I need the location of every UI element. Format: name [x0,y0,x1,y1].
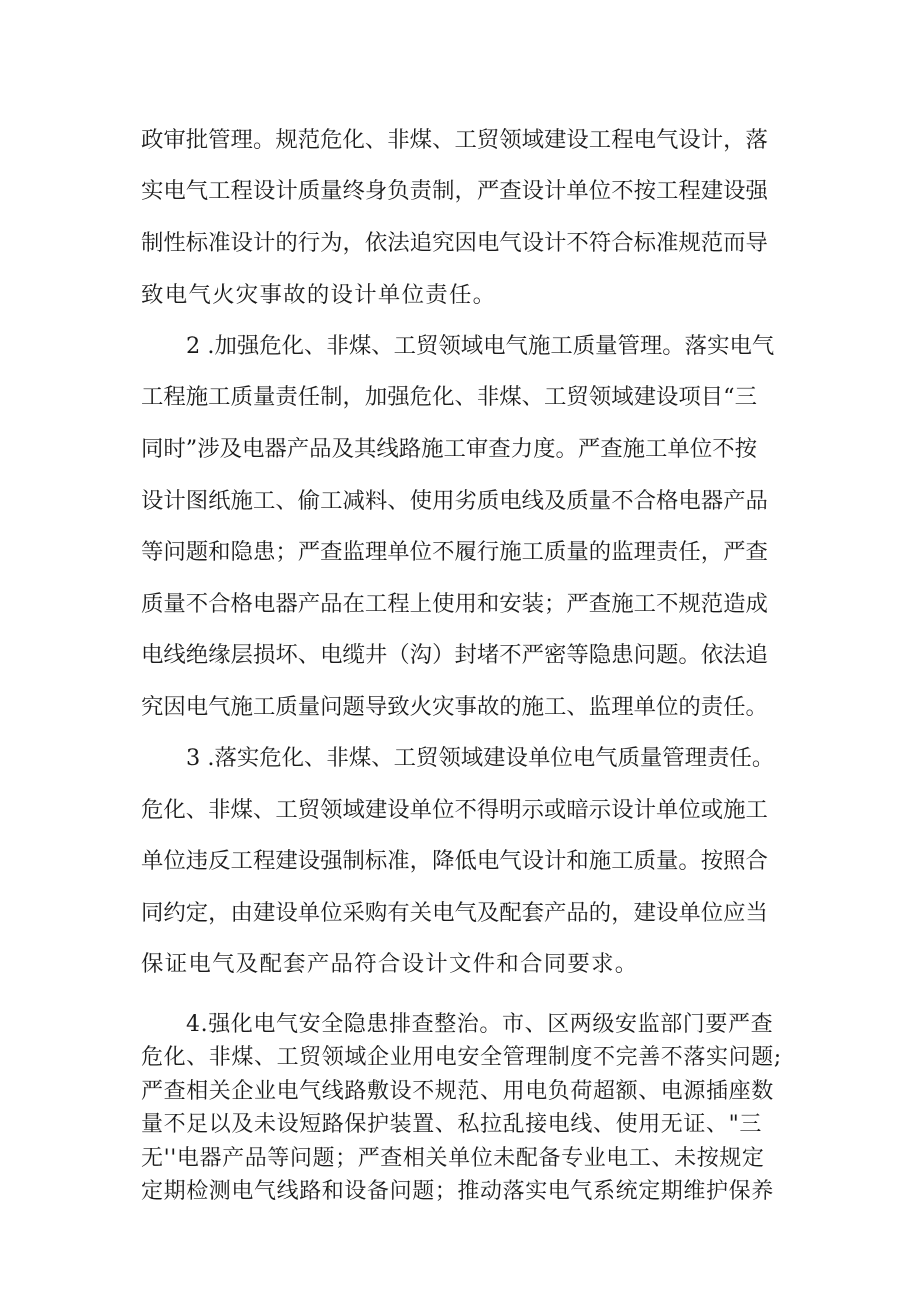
text-line: 危化、非煤、工贸领域建设单位不得明示或暗示设计单位或施工 [141,797,768,823]
text-line: 工程施工质量责任制，加强危化、非煤、工贸领域建设项目“三 [141,384,757,410]
text-line: 致电气火灾事故的设计单位责任。 [141,282,497,308]
text-line: 实电气工程设计质量终身负责制，严查设计单位不按工程建设强 [141,178,768,204]
text-line: 单位违反工程建设强制标准，降低电气设计和施工质量。按照合 [141,848,768,874]
text-line: 4.强化电气安全隐患排查整治。市、区两级安监部门要严查 [186,1012,774,1037]
text-line: 设计图纸施工、偷工减料、使用劣质电线及质量不合格电器产品 [141,488,768,514]
text-line: 同约定，由建设单位采购有关电气及配套产品的，建设单位应当 [141,900,768,926]
text-line: 2 .加强危化、非煤、工贸领域电气施工质量管理。落实电气 [186,333,775,359]
text-line: 量不足以及未设短路保护装置、私拉乱接电线、使用无证、"三 [141,1112,762,1137]
text-line: 保证电气及配套产品符合设计文件和合同要求。 [141,951,639,977]
text-line: 3 .落实危化、非煤、工贸领域建设单位电气质量管理责任。 [186,745,775,771]
text-line: 定期检测电气线路和设备问题；推动落实电气系统定期维护保养 [141,1179,774,1204]
text-line: 制性标准设计的行为，依法追究因电气设计不符合标准规范而导 [141,230,768,256]
text-line: 究因电气施工质量问题导致火灾事故的施工、监理单位的责任。 [141,694,768,720]
text-line: 政审批管理。规范危化、非煤、工贸领域建设工程电气设计，落 [141,127,768,153]
text-line: 同时”涉及电器产品及其线路施工审查力度。严查施工单位不按 [141,436,757,462]
text-line: 质量不合格电器产品在工程上使用和安装；严查施工不规范造成 [141,591,768,617]
text-line: 危化、非煤、工贸领域企业用电安全管理制度不完善不落实问题; [141,1045,782,1070]
text-line: 严查相关企业电气线路敷设不规范、用电负荷超额、电源插座数 [141,1079,774,1104]
text-line: 电线绝缘层损坏、电缆井（沟）封堵不严密等隐患问题。依法追 [141,642,768,668]
text-line: 无''电器产品等问题；严查相关单位未配备专业电工、未按规定 [141,1146,765,1171]
text-line: 等问题和隐患；严查监理单位不履行施工质量的监理责任，严查 [141,539,768,565]
